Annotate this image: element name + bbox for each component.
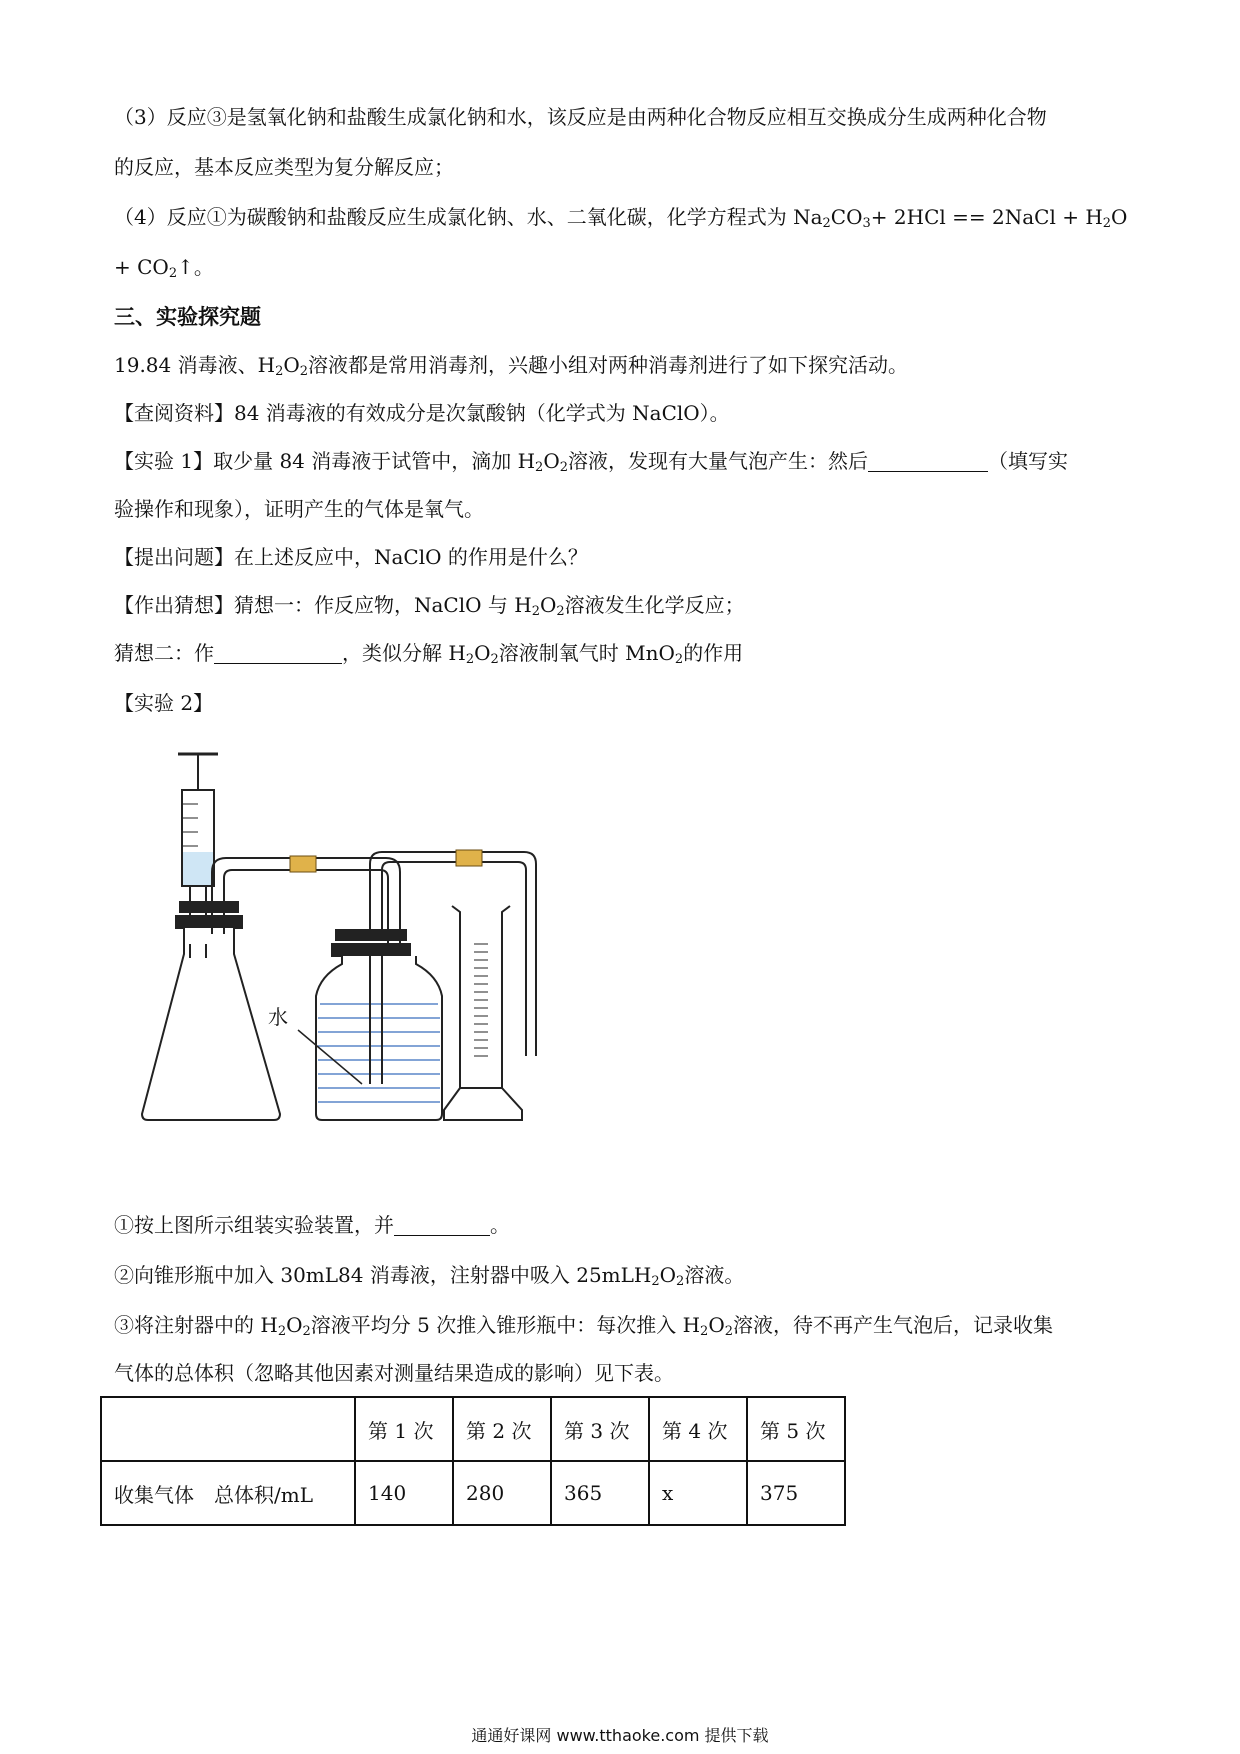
answer-line-4-equation: （4）反应①为碳酸钠和盐酸反应生成氯化钠、水、二氧化碳，化学方程式为 $Na_2CO_3+ 2HCl$ == 2NaCl + $H_2O$ bbox=[114, 205, 1128, 231]
reference-material: 【查阅资料】84 消毒液的有效成分是次氯酸钠（化学式为 NaClO）。 bbox=[114, 401, 730, 425]
table-cell: 365 bbox=[551, 1461, 649, 1525]
table-cell: 140 bbox=[355, 1461, 453, 1525]
table-cell: 375 bbox=[747, 1461, 845, 1525]
experiment-1: 【实验 1】取少量 84 消毒液于试管中，滴加 $H_2O_2$溶液，发现有大量气泡产生：然后 （填写实 bbox=[114, 449, 1069, 475]
table-cell: x bbox=[649, 1461, 747, 1525]
table-header-cell bbox=[101, 1397, 355, 1461]
answer-line-4-continued: + $CO_2↑$。 bbox=[114, 255, 214, 281]
table-header-cell: 第 3 次 bbox=[551, 1397, 649, 1461]
water-label: 水 bbox=[268, 1005, 288, 1029]
results-table bbox=[100, 1396, 846, 1526]
step-3: ③将注射器中的 $H_2O_2$溶液平均分 5 次推入锥形瓶中：每次推入 $H_2O_2$溶液，待不再产生气泡后，记录收集 bbox=[114, 1313, 1053, 1339]
conical-flask-icon bbox=[142, 902, 280, 1120]
step-2: ②向锥形瓶中加入 30mL84 消毒液，注射器中吸入 $25mLH_2O_2$溶液。 bbox=[114, 1263, 745, 1289]
table-cell: 280 bbox=[453, 1461, 551, 1525]
question-19-intro: 19.84 消毒液、$H_2O_2$溶液都是常用消毒剂，兴趣小组对两种消毒剂进行了如下探究活动。 bbox=[114, 353, 909, 379]
water-bottle-icon bbox=[316, 930, 442, 1120]
experiment-1-continued: 验操作和现象），证明产生的气体是氧气。 bbox=[114, 497, 484, 521]
answer-blank-1[interactable] bbox=[868, 449, 988, 472]
answer-blank-2[interactable] bbox=[214, 641, 342, 664]
hypothesis-2: 猜想二：作 ，类似分解 $H_2O_2$溶液制氧气时 MnO$_2$的作用 bbox=[114, 641, 744, 667]
answer-blank-3[interactable] bbox=[394, 1213, 490, 1236]
section-heading: 三、实验探究题 bbox=[114, 305, 261, 329]
table-row-label: 收集气体 总体积/mL bbox=[101, 1461, 355, 1525]
answer-line-3-part1: （3）反应③是氢氧化钠和盐酸生成氯化钠和水，该反应是由两种化合物反应相互交换成分生成两种化合物 bbox=[114, 105, 1047, 129]
hypothesis-1: 【作出猜想】猜想一：作反应物，NaClO 与 $H_2O_2$溶液发生化学反应； bbox=[114, 593, 745, 619]
step-3-continued: 气体的总体积（忽略其他因素对测量结果造成的影响）见下表。 bbox=[114, 1361, 674, 1385]
answer-line-3-part2: 的反应，基本反应类型为复分解反应； bbox=[114, 155, 454, 179]
table-header-cell: 第 5 次 bbox=[747, 1397, 845, 1461]
table-header-cell: 第 1 次 bbox=[355, 1397, 453, 1461]
table-header-row bbox=[101, 1397, 845, 1461]
table-header-cell: 第 4 次 bbox=[649, 1397, 747, 1461]
table-row bbox=[101, 1461, 845, 1525]
step-1: ①按上图所示组装实验装置，并 。 bbox=[114, 1213, 510, 1237]
experiment-apparatus-diagram bbox=[130, 744, 570, 1128]
experiment-2-label: 【实验 2】 bbox=[114, 691, 214, 715]
table-header-cell: 第 2 次 bbox=[453, 1397, 551, 1461]
graduated-cylinder-icon bbox=[444, 906, 522, 1120]
question-prompt: 【提出问题】在上述反应中，NaClO 的作用是什么？ bbox=[114, 545, 588, 569]
page-footer: 通通好课网 www.tthaoke.com 提供下载 bbox=[471, 1726, 769, 1745]
